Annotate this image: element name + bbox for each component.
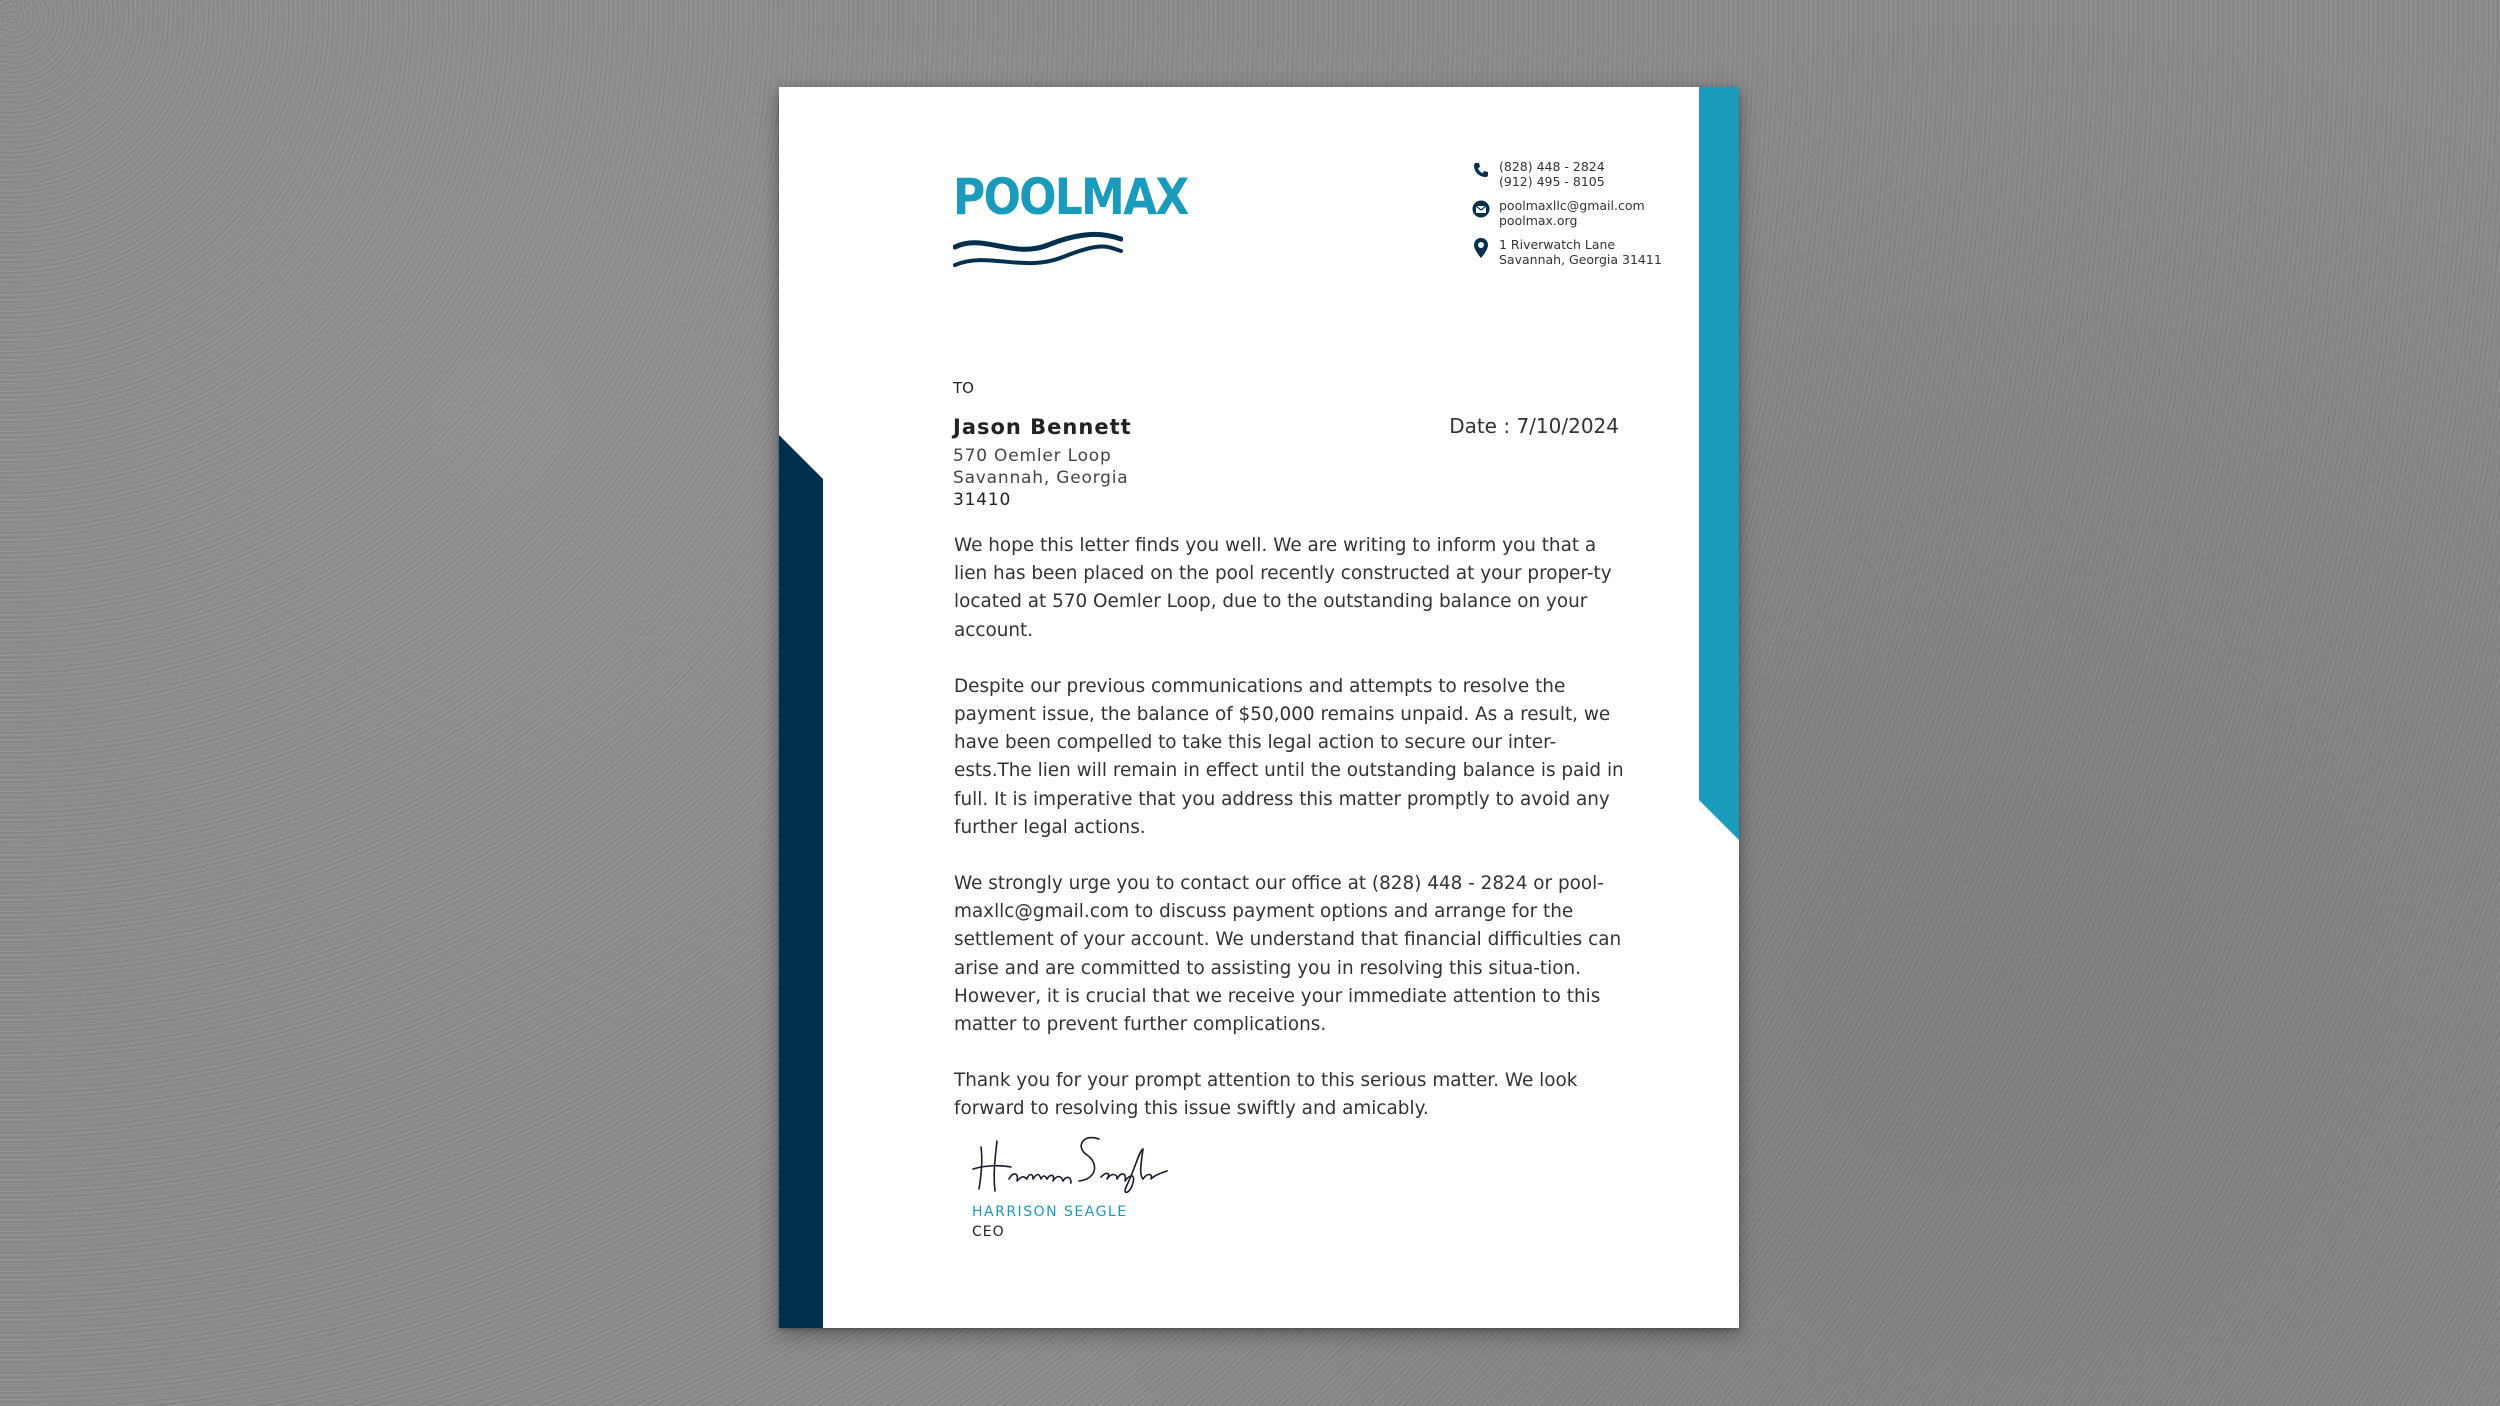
poolmax-logo (953, 167, 1188, 277)
recipient-address-line: 570 Oemler Loop (953, 446, 1112, 466)
logo-wordmark: POOLMAX (953, 168, 1188, 226)
phone-1[interactable]: (828) 448 - 2824 (1499, 159, 1605, 174)
handwritten-signature (971, 1127, 1191, 1207)
wave-icon (953, 229, 1123, 277)
address-line-1: 1 Riverwatch Lane (1499, 237, 1616, 252)
letterhead-paper (779, 87, 1739, 1328)
signatory-title: CEO (972, 1224, 1005, 1240)
phone-2[interactable]: (912) 495 - 8105 (1499, 174, 1605, 189)
signatory-name: HARRISON SEAGLE (972, 1204, 1128, 1220)
recipient-address (953, 445, 1129, 511)
letter-date: Date : 7/10/2024 (1449, 414, 1619, 438)
contact-block (1469, 159, 1662, 276)
body-paragraph: We hope this letter finds you well. We are writing to inform you that a lien has been placed on the pool recently constructed at your proper-ty located at 570 Oemler Loop, due to the outstanding balance on your account. (954, 535, 1612, 641)
recipient-zip: 31410 (953, 490, 1012, 510)
phone-icon (1469, 159, 1493, 181)
contact-phone-row (1469, 159, 1662, 189)
left-accent-band (779, 435, 823, 1328)
recipient-address-line: Savannah, Georgia (953, 468, 1129, 488)
contact-address-row (1469, 237, 1662, 267)
body-paragraph: Thank you for your prompt attention to this serious matter. We look forward to resolving this issue swiftly and amicably. (954, 1070, 1578, 1120)
email-icon (1469, 198, 1493, 220)
email-link[interactable]: poolmaxllc@gmail.com (1499, 198, 1645, 213)
right-accent-band (1699, 87, 1739, 840)
contact-email-row (1469, 198, 1662, 228)
body-paragraph: Despite our previous communications and attempts to resolve the payment issue, the balance of $50,000 remains unpaid. As a result, we have been compelled to take this legal action to secure our inter-ests.The lien will remain in effect until the outstanding balance is paid in full. It is imperative that you address this matter promptly to avoid any further legal actions. (954, 675, 1624, 838)
body-paragraph: We strongly urge you to contact our office at (828) 448 - 2824 or pool-maxllc@gmail.com to discuss payment options and arrange for the settlement of your account. We understand that financial difficulties can arise and are committed to assisting you in resolving this situa-tion. However, it is crucial that we receive your immediate attention to this matter to prevent further complications. (954, 873, 1622, 1036)
to-label: TO (953, 379, 974, 397)
address-line-2: Savannah, Georgia 31411 (1499, 252, 1662, 267)
recipient-name: Jason Bennett (953, 415, 1132, 439)
location-pin-icon (1469, 237, 1493, 259)
website-link[interactable]: poolmax.org (1499, 213, 1578, 228)
letter-body (954, 532, 1624, 1152)
